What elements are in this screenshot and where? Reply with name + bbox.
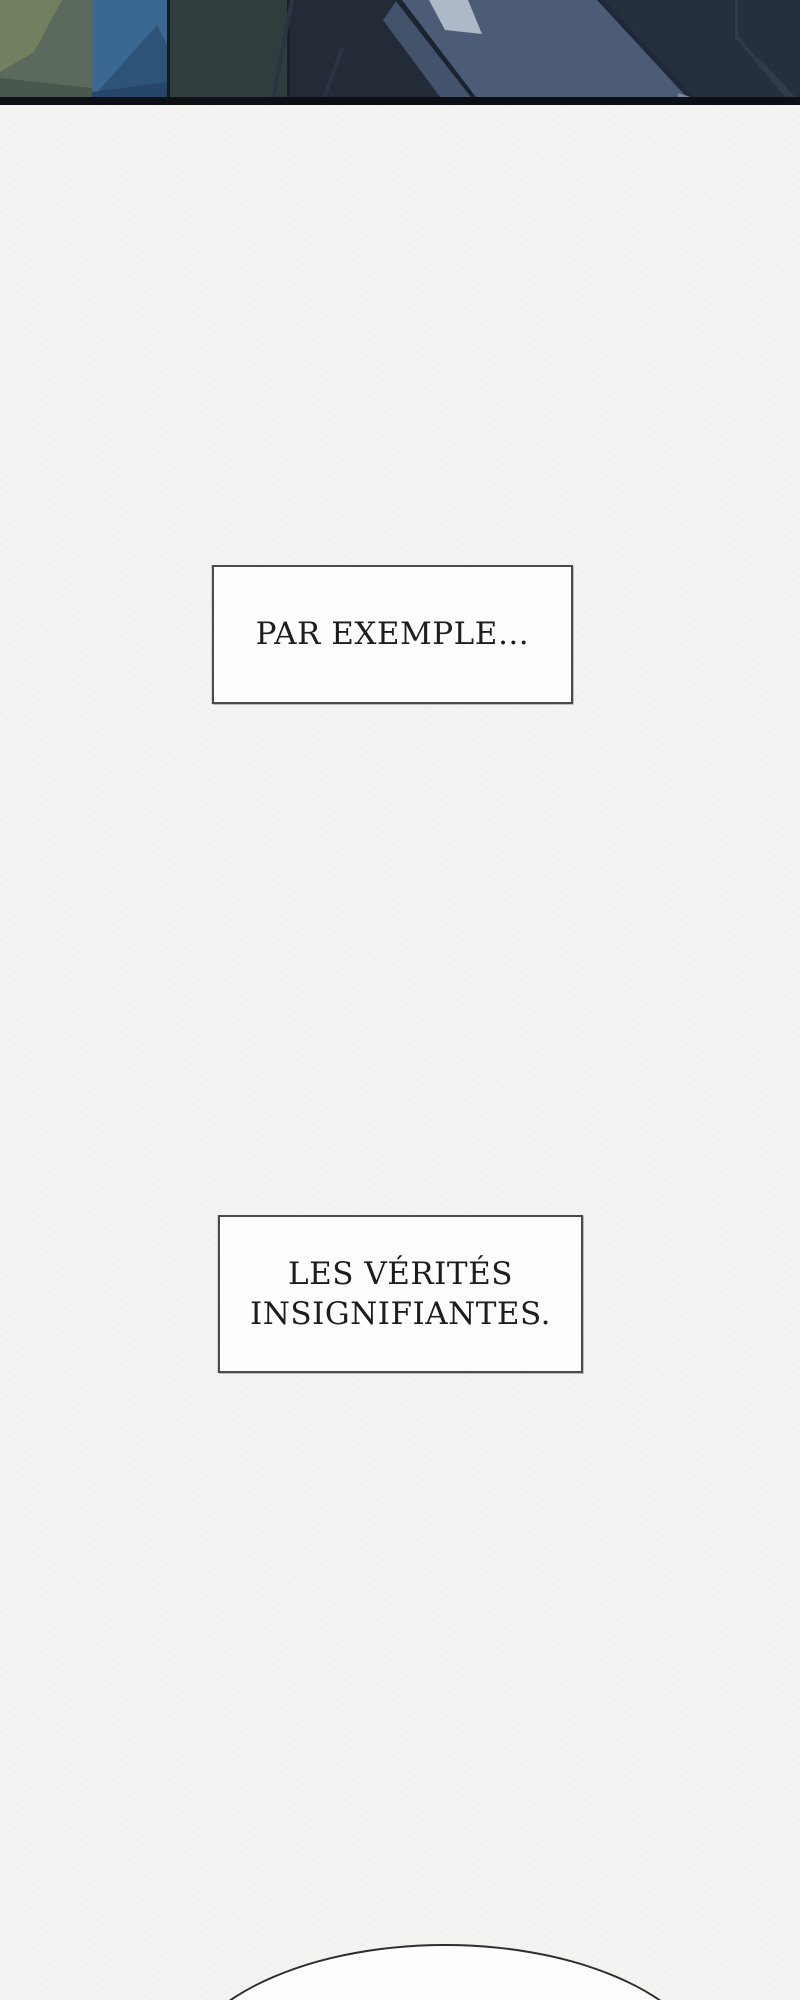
- teal-edge-line: [167, 0, 170, 105]
- caption-box-2: [218, 1215, 583, 1373]
- teal-jacket-shape: [167, 0, 290, 105]
- speech-bubble: [175, 1944, 715, 2000]
- caption-text-2: [250, 1254, 551, 1335]
- artwork-panel: [0, 0, 800, 105]
- caption-text-2-line-1: LES VÉRITÉS: [288, 1255, 513, 1292]
- artwork-panel-graphic: [0, 0, 800, 105]
- caption-text-1: PAR EXEMPLE…: [255, 616, 530, 653]
- caption-text-2-line-2: INSIGNIFIANTES.: [249, 1296, 552, 1332]
- caption-box-1: [212, 565, 573, 704]
- panel-bottom-border-line: [0, 97, 800, 105]
- collar-crease-vertical-line: [735, 0, 738, 40]
